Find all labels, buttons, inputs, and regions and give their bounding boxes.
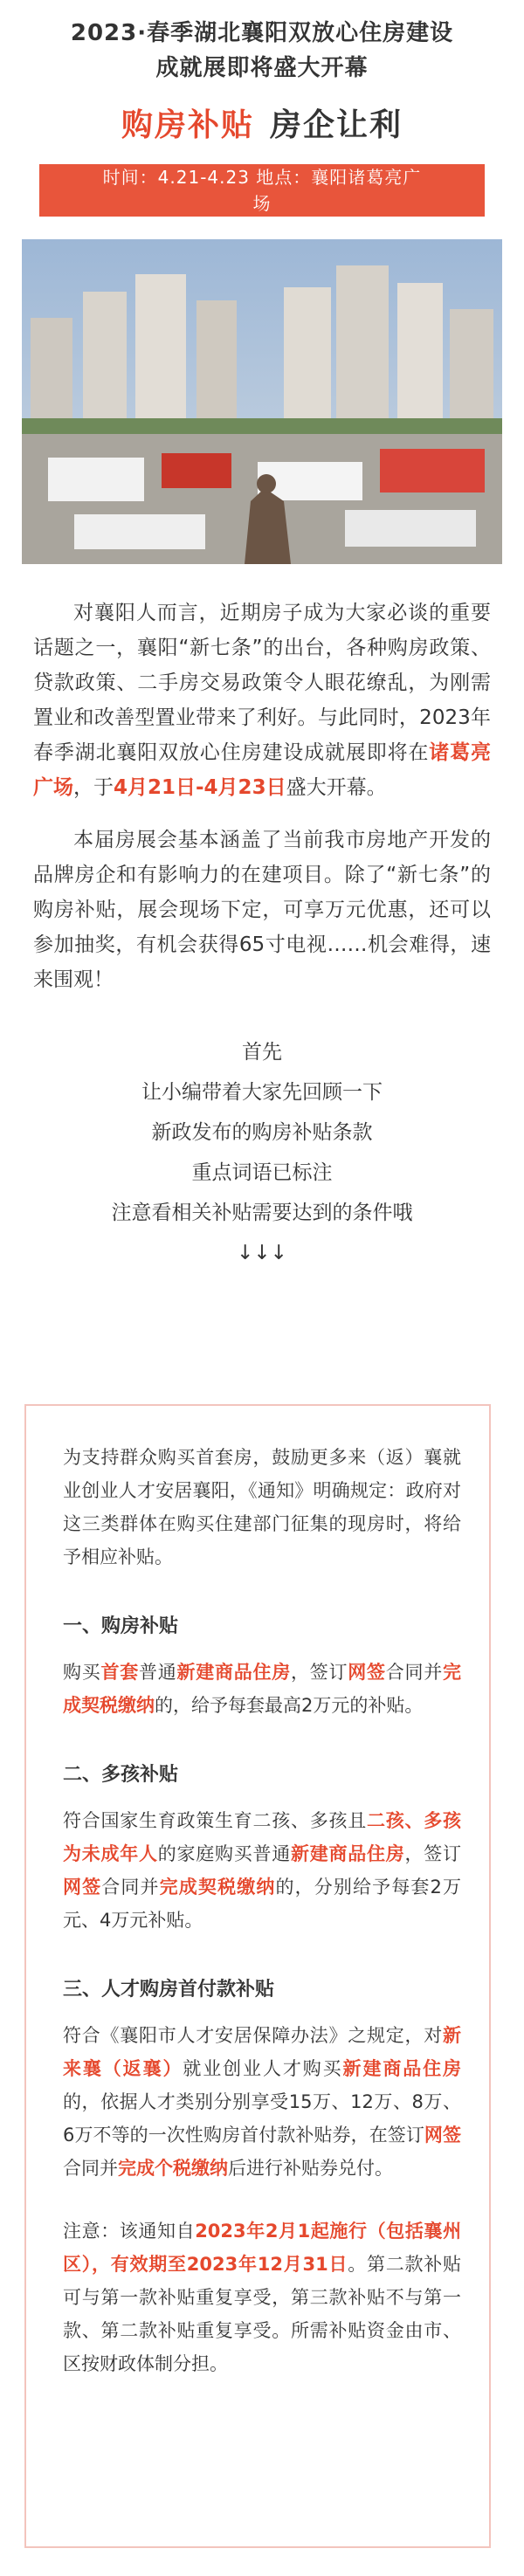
highlight-term: 二孩、多孩为未成年人 — [63, 1810, 461, 1864]
section-text-multi-child-subsidy — [63, 1804, 461, 1937]
intro-location-highlight: 诸葛亮广场 — [33, 741, 492, 799]
highlight-term: 完成个税缴纳 — [118, 2158, 228, 2179]
section-text-talent-subsidy — [63, 2019, 461, 2185]
expo-aerial-photo — [22, 239, 502, 564]
transition-line: 重点词语已标注 — [191, 1161, 333, 1184]
text-segment: 。第二款补贴可与第一款补贴重复享受，第三款补贴不与第一款、第二款补贴重复享受。所需补贴资金由市、区按财政体制分担。 — [63, 2254, 461, 2374]
event-info-banner — [39, 164, 485, 217]
text-segment: 合同并 — [385, 1662, 443, 1683]
highlight-term: 网签 — [348, 1662, 386, 1683]
intro-text-c: 盛大开幕。 — [286, 776, 387, 799]
article-header — [0, 0, 524, 217]
intro-paragraph-1 — [33, 596, 491, 805]
hero-slogan-black: 房企让利 — [270, 107, 403, 143]
highlight-term: 2023年2月1起施行（包括襄州区），有效期至2023年12月31日 — [63, 2221, 462, 2275]
transition-line: 让小编带着大家先回顾一下 — [141, 1081, 383, 1104]
text-segment: 的，给予每套最高2万元的补贴。 — [155, 1695, 424, 1716]
title-line-1: 2023·春季湖北襄阳双放心住房建设 — [70, 20, 454, 46]
highlight-term: 网签 — [424, 2125, 461, 2146]
text-segment: 购买 — [63, 1662, 101, 1683]
transition-line: 新政发布的购房补贴条款 — [151, 1121, 373, 1144]
text-segment: ，签订 — [291, 1662, 348, 1683]
intro-text-a: 对襄阳人而言，近期房子成为大家必谈的重要话题之一，襄阳“新七条”的出台，各种购房政策、贷款政策、二手房交易政策令人眼花缭乱，为刚需置业和改善型置业带来了利好。与此同时，2023年春季湖北襄阳双放心住房建设成就展即将在 — [33, 602, 491, 764]
transition-lines — [0, 1032, 524, 1273]
intro-paragraph-2: 本届房展会基本涵盖了当前我市房地产开发的品牌房企和有影响力的在建项目。除了“新七条”的购房补贴，展会现场下定，可享万元优惠，还可以参加抽奖，有机会获得65寸电视……机会难得，速来围观！ — [33, 829, 491, 991]
hero-slogan-red: 购房补贴 — [121, 107, 254, 143]
text-segment: 就业创业人才购买 — [183, 2058, 343, 2079]
text-segment: ，签订 — [404, 1843, 461, 1864]
text-segment: 后进行补贴券兑付。 — [228, 2158, 393, 2179]
policy-box — [24, 1404, 491, 2548]
highlight-term: 新来襄（返襄） — [63, 2025, 461, 2079]
highlight-term: 新建商品住房 — [291, 1843, 405, 1864]
text-segment: 符合国家生育政策生育二孩、多孩且 — [63, 1810, 367, 1831]
text-segment: 的家庭购买普通 — [157, 1843, 291, 1864]
policy-lead: 为支持群众购买首套房，鼓励更多来（返）襄就业创业人才安居襄阳，《通知》明确规定：政府对这三类群体在购买住建部门征集的现房时，将给予相应补贴。 — [63, 1447, 461, 1567]
text-segment: 注意：该通知自 — [63, 2221, 196, 2242]
highlight-term: 网签 — [63, 1877, 102, 1898]
section-text-purchase-subsidy — [63, 1656, 461, 1722]
hero-slogan — [0, 105, 524, 152]
text-segment: 的，分别给予每套2万元、4万元补贴。 — [63, 1877, 462, 1931]
section-title-purchase-subsidy: 一、购房补贴 — [63, 1615, 179, 1637]
section-title-talent-subsidy: 三、人才购房首付款补贴 — [63, 1979, 275, 2001]
down-arrows: ↓↓↓ — [237, 1242, 287, 1264]
highlight-term: 新建商品住房 — [176, 1662, 291, 1683]
transition-line: 注意看相关补贴需要达到的条件哦 — [111, 1202, 413, 1224]
policy-note — [63, 2214, 461, 2380]
section-title-multi-child-subsidy: 二、多孩补贴 — [63, 1764, 179, 1786]
text-segment: 普通 — [139, 1662, 177, 1683]
intro-date-highlight: 4月21日-4月23日 — [114, 776, 286, 799]
highlight-term: 首套 — [100, 1662, 139, 1683]
highlight-term: 新建商品住房 — [342, 2058, 462, 2079]
event-info-line-2: 场 — [252, 193, 272, 214]
title-line-2: 成就展即将盛大开幕 — [155, 55, 369, 81]
text-segment: 合同并 — [63, 2158, 118, 2179]
policy-content — [63, 1441, 461, 2380]
expo-photo-illustration — [22, 239, 502, 564]
text-segment: 的，依据人才类别分别享受15万、12万、8万、6万不等的一次性购房首付款补贴券，在签订 — [63, 2091, 461, 2146]
transition-line: 首先 — [242, 1041, 282, 1064]
highlight-term: 完成契税缴纳 — [159, 1877, 276, 1898]
event-info-line-1: 时间：4.21-4.23 地点：襄阳诸葛亮广 — [102, 167, 422, 188]
intro-text-b: ，于 — [73, 776, 114, 799]
highlight-term: 完成契税缴纳 — [63, 1662, 461, 1716]
text-segment: 合同并 — [101, 1877, 160, 1898]
text-segment: 符合《襄阳市人才安居保障办法》之规定，对 — [63, 2025, 443, 2046]
